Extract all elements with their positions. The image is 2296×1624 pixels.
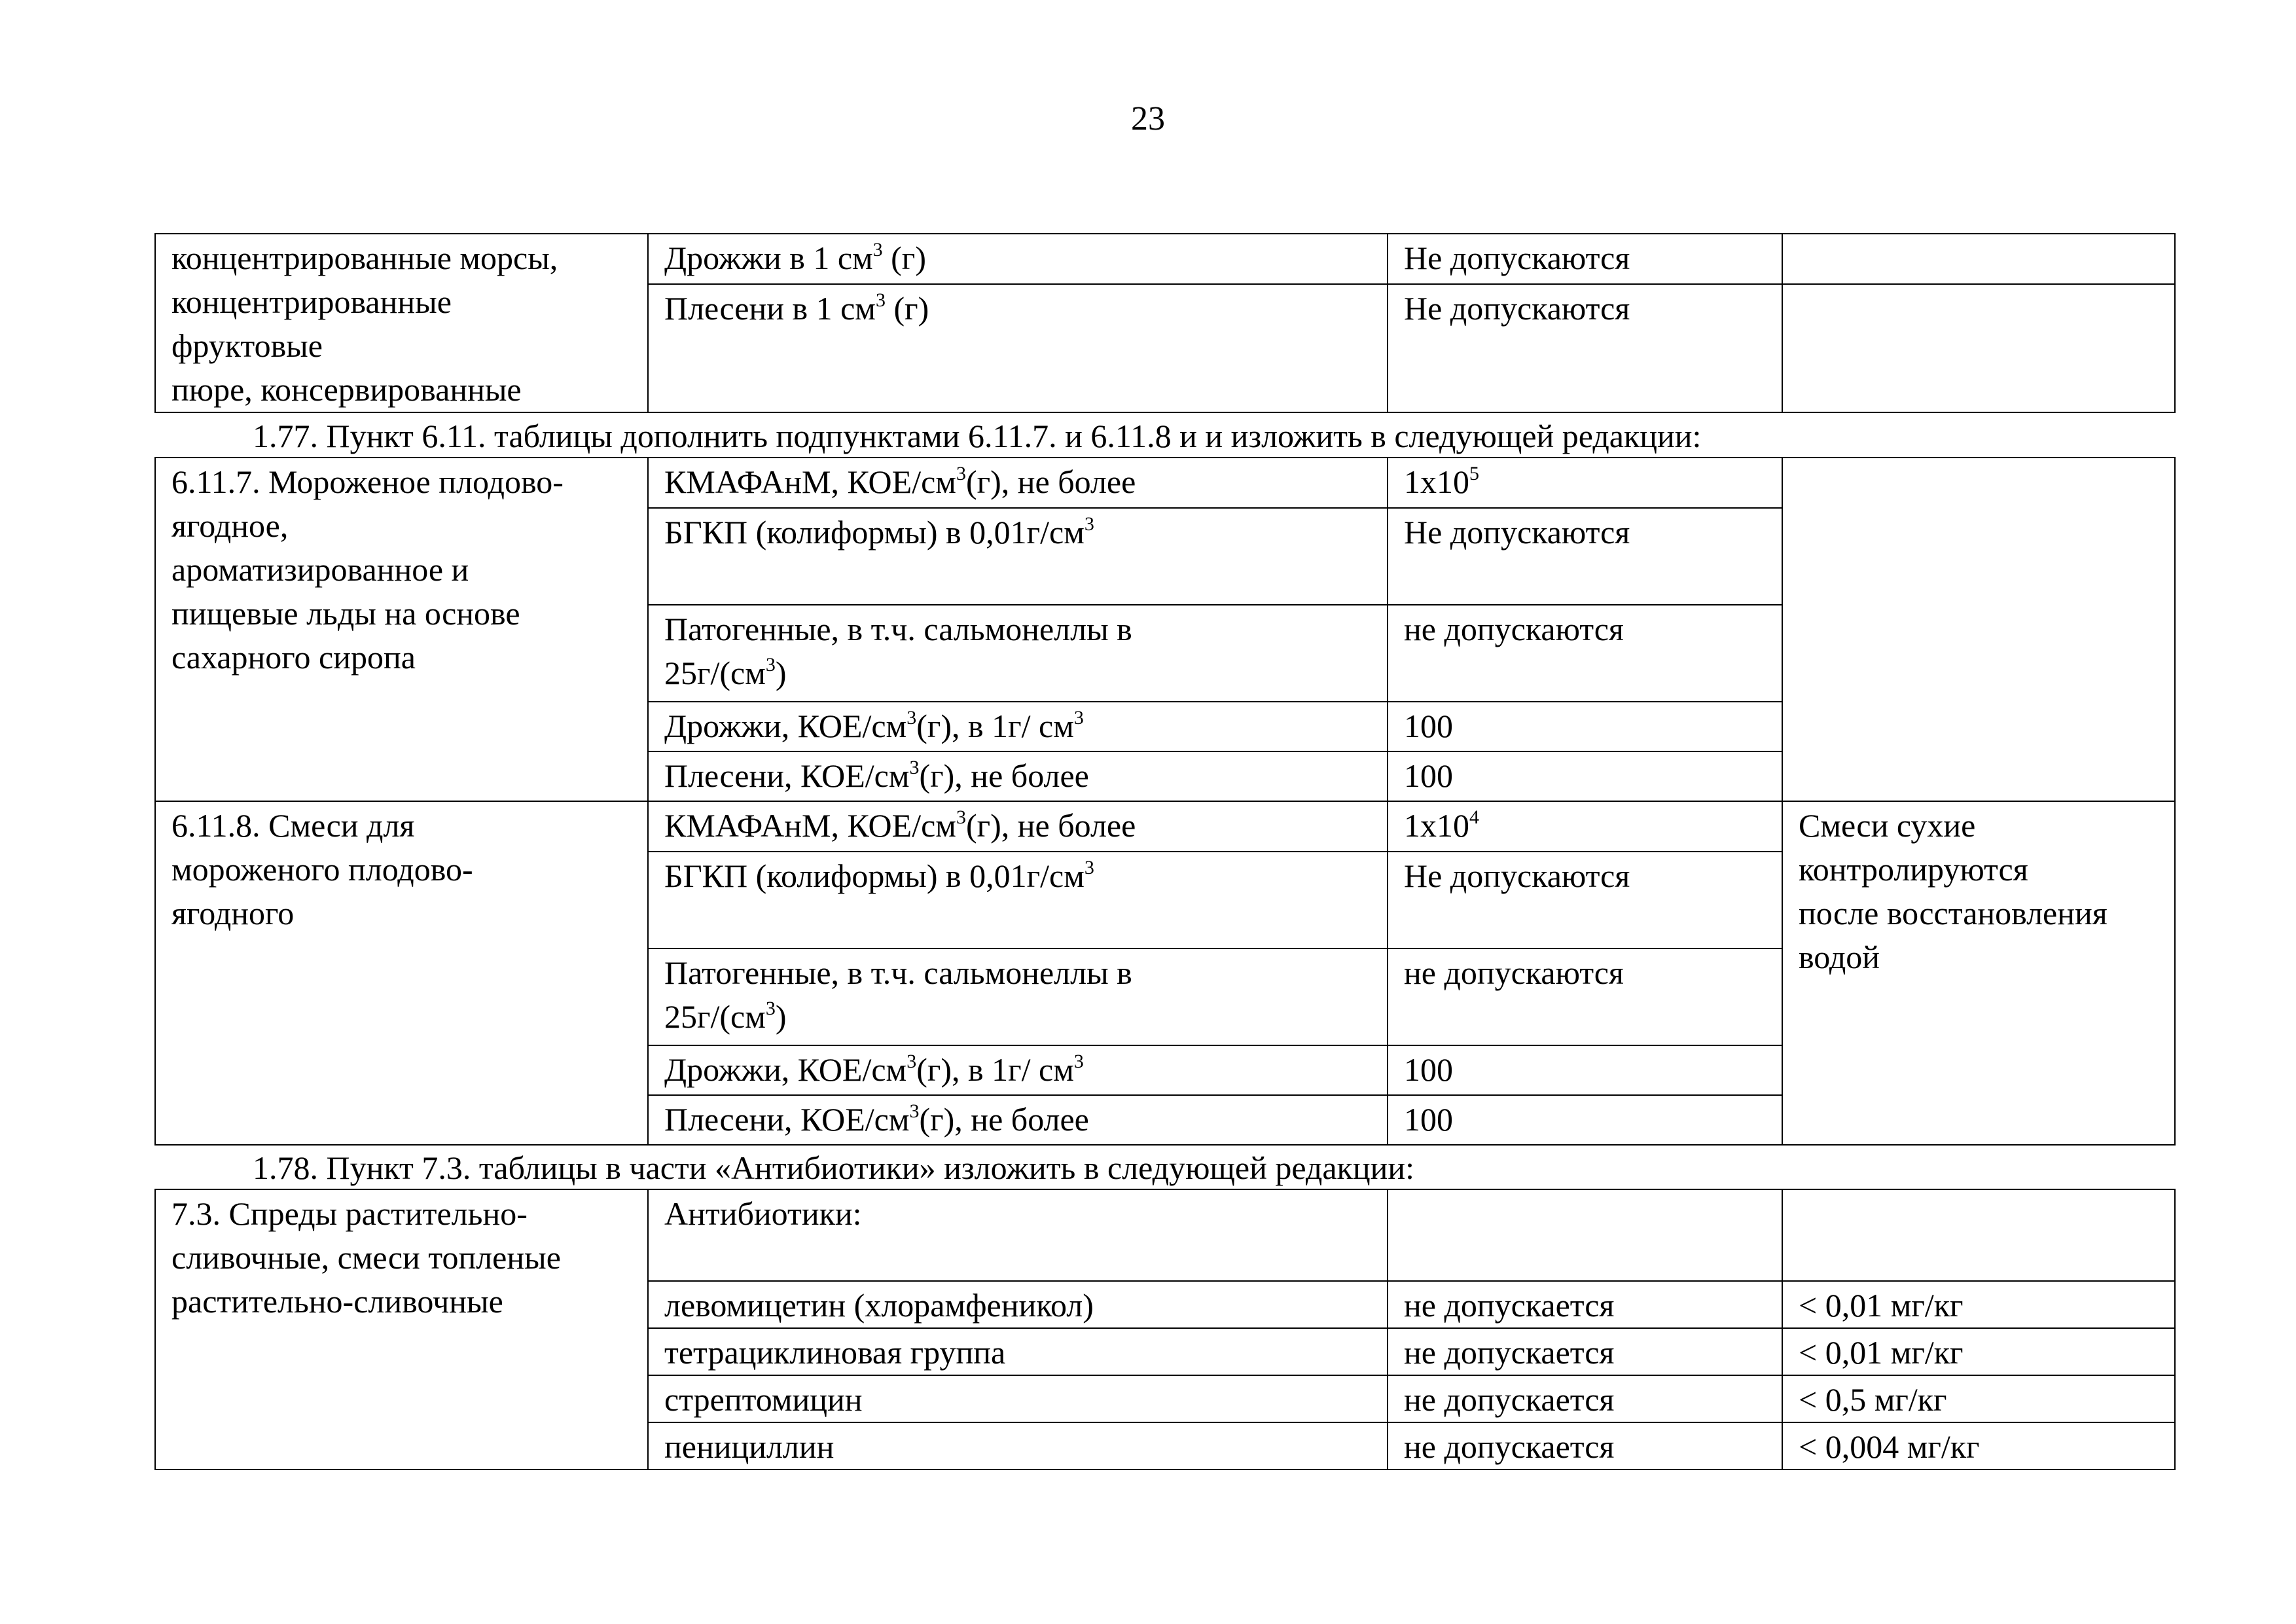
paragraph-1-77: 1.77. Пункт 6.11. таблицы дополнить подпунктами 6.11.7. и 6.11.8 и и изложить в следующей редакции: [253, 418, 1702, 454]
product-line: 6.11.7. Мороженое плодово- [171, 463, 564, 500]
product-line: ягодное, [171, 507, 289, 544]
norm-cell: $1х10^5$ [1388, 458, 1782, 508]
note-cell [1782, 234, 2175, 284]
indicator-cell: КМАФАнМ, КОЕ/$см^3(г)$, не более [648, 458, 1388, 508]
note-cell [1782, 458, 2175, 801]
norm-cell: Не допускаются [1388, 508, 1782, 605]
indicator-cell: пенициллин [648, 1422, 1388, 1470]
norm-cell: не допускается [1388, 1328, 1782, 1375]
product-line: концентрированные морсы, [171, 240, 558, 276]
page-number: 23 [1131, 100, 1165, 137]
table-row [155, 234, 2175, 284]
table-spreads [154, 1189, 2176, 1470]
limit-cell [1782, 1189, 2175, 1281]
product-cell [155, 1189, 648, 1470]
norm-cell: Не допускаются [1388, 852, 1782, 948]
norm-cell: 100 [1388, 1095, 1782, 1145]
note-line: водой [1799, 939, 1880, 975]
norm-cell: не допускается [1388, 1281, 1782, 1328]
norm-cell: 100 [1388, 1045, 1782, 1095]
indicator-cell: Патогенные, в т.ч. сальмонеллы в $25г/(см^3)$ [648, 605, 1388, 702]
product-line: 7.3. Спреды растительно- [171, 1195, 528, 1232]
indicator-cell: Плесени, КОЕ/$см^3(г)$, не более [648, 751, 1388, 801]
limit-cell: < 0,004 мг/кг [1782, 1422, 2175, 1470]
note-cell [1782, 801, 2175, 1145]
norm-cell: Не допускаются [1388, 284, 1782, 412]
norm-cell: 100 [1388, 702, 1782, 751]
indicator-cell: стрептомицин [648, 1375, 1388, 1422]
note-line: после восстановления [1799, 895, 2108, 931]
norm-cell: не допускается [1388, 1422, 1782, 1470]
product-line: ароматизированное и [171, 551, 469, 588]
product-cell [155, 458, 648, 801]
indicator-cell: КМАФАнМ, КОЕ/$см^3(г)$, не более [648, 801, 1388, 852]
product-cell [155, 234, 648, 412]
indicator-cell: Антибиотики: [648, 1189, 1388, 1281]
indicator-cell: БГКП (колиформы) в $0,01г/см^3$ [648, 508, 1388, 605]
product-line: ягодного [171, 895, 295, 931]
indicator-cell: БГКП (колиформы) в $0,01г/см^3$ [648, 852, 1388, 948]
indicator-cell: Плесени в 1 $см^3$ (г) [648, 284, 1388, 412]
norm-cell: не допускаются [1388, 605, 1782, 702]
indicator-cell: Дрожжи, КОЕ/$см^3(г)$, в 1г/ $см^3$ [648, 702, 1388, 751]
product-line: сливочные, смеси топленые [171, 1239, 561, 1276]
norm-cell: $1х10^4$ [1388, 801, 1782, 852]
norm-cell: не допускается [1388, 1375, 1782, 1422]
product-line: растительно-сливочные [171, 1283, 503, 1320]
note-cell [1782, 284, 2175, 412]
indicator-cell: Патогенные, в т.ч. сальмонеллы в $25г/(см^3)$ [648, 948, 1388, 1045]
paragraph-1-78: 1.78. Пункт 7.3. таблицы в части «Антибиотики» изложить в следующей редакции: [253, 1149, 1414, 1186]
table-ice-cream [154, 457, 2176, 1146]
product-line: пюре, консервированные [171, 371, 522, 408]
note-line: Смеси сухие [1799, 807, 1976, 844]
norm-cell [1388, 1189, 1782, 1281]
product-line: 6.11.8. Смеси для [171, 807, 415, 844]
indicator-cell: Дрожжи, КОЕ/$см^3(г)$, в 1г/ $см^3$ [648, 1045, 1388, 1095]
product-line: пищевые льды на основе [171, 595, 520, 632]
product-cell [155, 801, 648, 1145]
indicator-cell: Дрожжи в 1 $см^3$ (г) [648, 234, 1388, 284]
limit-cell: < 0,01 мг/кг [1782, 1281, 2175, 1328]
product-line: сахарного сиропа [171, 639, 416, 676]
table-juices [154, 233, 2176, 413]
limit-cell: < 0,01 мг/кг [1782, 1328, 2175, 1375]
product-line: концентрированные [171, 283, 452, 320]
product-line: фруктовые [171, 327, 323, 364]
norm-cell: Не допускаются [1388, 234, 1782, 284]
table-row [155, 458, 2175, 508]
indicator-cell: левомицетин (хлорамфеникол) [648, 1281, 1388, 1328]
indicator-cell: Плесени, КОЕ/$см^3(г)$, не более [648, 1095, 1388, 1145]
indicator-cell: тетрациклиновая группа [648, 1328, 1388, 1375]
note-line: контролируются [1799, 851, 2028, 888]
table-row [155, 1189, 2175, 1281]
norm-cell: 100 [1388, 751, 1782, 801]
product-line: мороженого плодово- [171, 851, 473, 888]
norm-cell: не допускаются [1388, 948, 1782, 1045]
table-row [155, 801, 2175, 852]
limit-cell: < 0,5 мг/кг [1782, 1375, 2175, 1422]
